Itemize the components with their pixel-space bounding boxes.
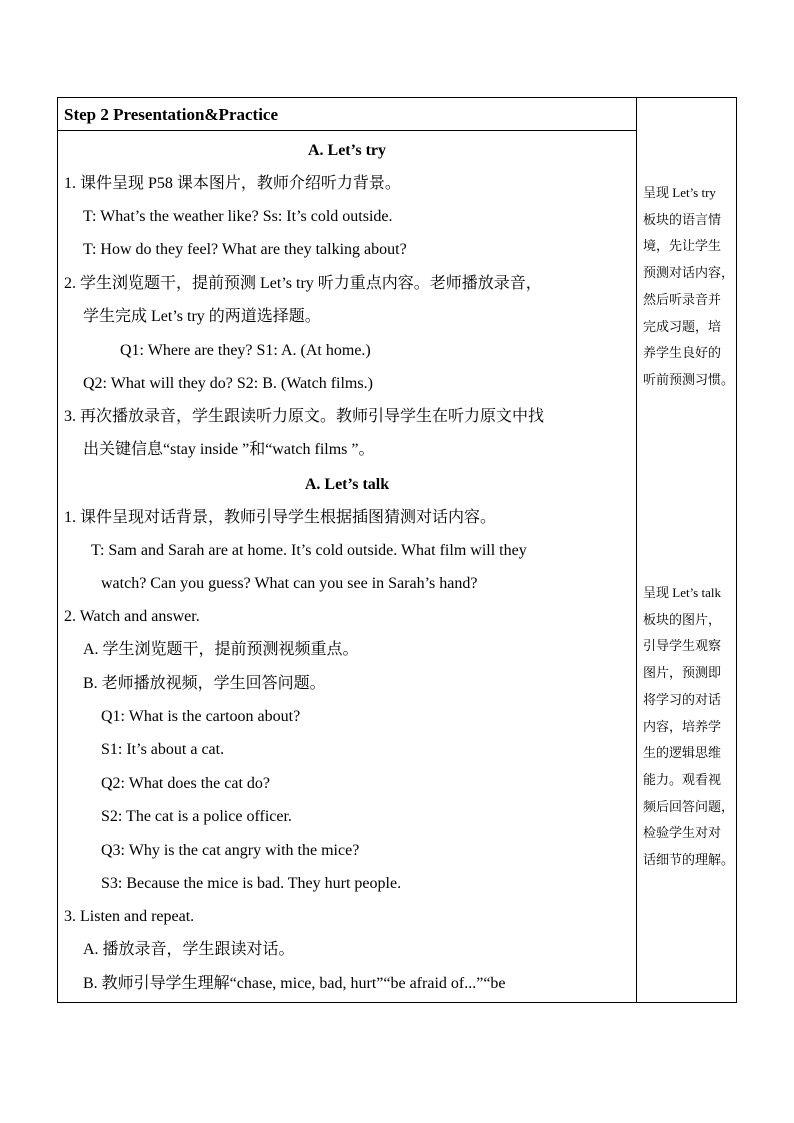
content-line: 出关键信息“stay inside ”和“watch films ”。 <box>83 441 375 458</box>
teaching-note-line: 完成习题，培 <box>643 318 722 334</box>
content-line: Q2: What does the cat do? <box>101 775 270 792</box>
teaching-note-line: 预测对话内容， <box>643 265 735 281</box>
content-line: Q1: Where are they? S1: A. (At home.) <box>120 342 371 359</box>
content-line: S2: The cat is a police officer. <box>101 808 292 825</box>
teaching-note-line: 话细节的理解。 <box>643 852 735 867</box>
teaching-note-line: 将学习的对话 <box>643 691 722 707</box>
teaching-note-line: 听前预测习惯。 <box>643 371 735 387</box>
teaching-note-line: 图片，预测即 <box>643 665 722 681</box>
content-line: B. 老师播放视频，学生回答问题。 <box>83 675 326 692</box>
content-line: 3. 再次播放录音，学生跟读听力原文。教师引导学生在听力原文中找 <box>64 408 545 425</box>
step-heading: Step 2 Presentation&Practice <box>64 105 279 124</box>
content-line: T: Sam and Sarah are at home. It’s cold outside. What film will they <box>91 542 527 559</box>
teaching-note-line: 境，先让学生 <box>643 238 722 254</box>
content-line: A. 学生浏览题干，提前预测视频重点。 <box>83 641 359 658</box>
content-line: S1: It’s about a cat. <box>101 741 225 758</box>
content-line: 1. 课件呈现 P58 课本图片，教师介绍听力背景。 <box>64 175 401 192</box>
content-line: 2. Watch and answer. <box>64 608 200 625</box>
content-line: 学生完成 Let’s try 的两道选择题。 <box>83 308 321 325</box>
teaching-note-line: 呈现 Let’s try <box>643 185 716 200</box>
teaching-note-line: 内容，培养学 <box>643 718 722 734</box>
content-line: Q1: What is the cartoon about? <box>101 708 301 725</box>
content-line: Q3: Why is the cat angry with the mice? <box>101 842 360 859</box>
column-divider <box>636 97 637 1003</box>
content-line: T: What’s the weather like? Ss: It’s cold outside. <box>83 208 393 225</box>
teaching-note-line: 板块的图片， <box>643 611 722 627</box>
content-line: Q2: What will they do? S2: B. (Watch films.) <box>83 375 373 392</box>
teaching-note-line: 引导学生观察 <box>643 638 722 654</box>
content-line: T: How do they feel? What are they talking about? <box>83 241 407 258</box>
section-heading: A. Let’s try <box>307 142 387 159</box>
teaching-note-line: 然后听录音并 <box>643 291 722 307</box>
content-line: watch? Can you guess? What can you see in Sarah’s hand? <box>101 575 478 592</box>
content-line: B. 教师引导学生理解“chase, mice, bad, hurt”“be afraid of...”“be <box>83 975 506 992</box>
teaching-note-line: 能力。观看视 <box>643 771 722 787</box>
section-heading: A. Let’s talk <box>304 476 390 493</box>
teaching-note-line: 检验学生对对 <box>643 825 722 841</box>
content-line: 2. 学生浏览题干，提前预测 Let’s try 听力重点内容。老师播放录音， <box>64 275 542 292</box>
content-line: 3. Listen and repeat. <box>64 908 195 925</box>
content-line: A. 播放录音，学生跟读对话。 <box>83 941 295 958</box>
content-line: 1. 课件呈现对话背景，教师引导学生根据插图猜测对话内容。 <box>64 509 497 526</box>
teaching-note-line: 呈现 Let’s talk <box>643 585 721 600</box>
teaching-note-line: 频后回答问题， <box>643 798 735 814</box>
teaching-note-line: 养学生良好的 <box>643 345 722 361</box>
content-line: S3: Because the mice is bad. They hurt people. <box>101 875 402 892</box>
header-divider <box>57 130 637 131</box>
teaching-note-line: 生的逻辑思维 <box>643 745 722 761</box>
teaching-note-line: 板块的语言情 <box>643 211 722 227</box>
